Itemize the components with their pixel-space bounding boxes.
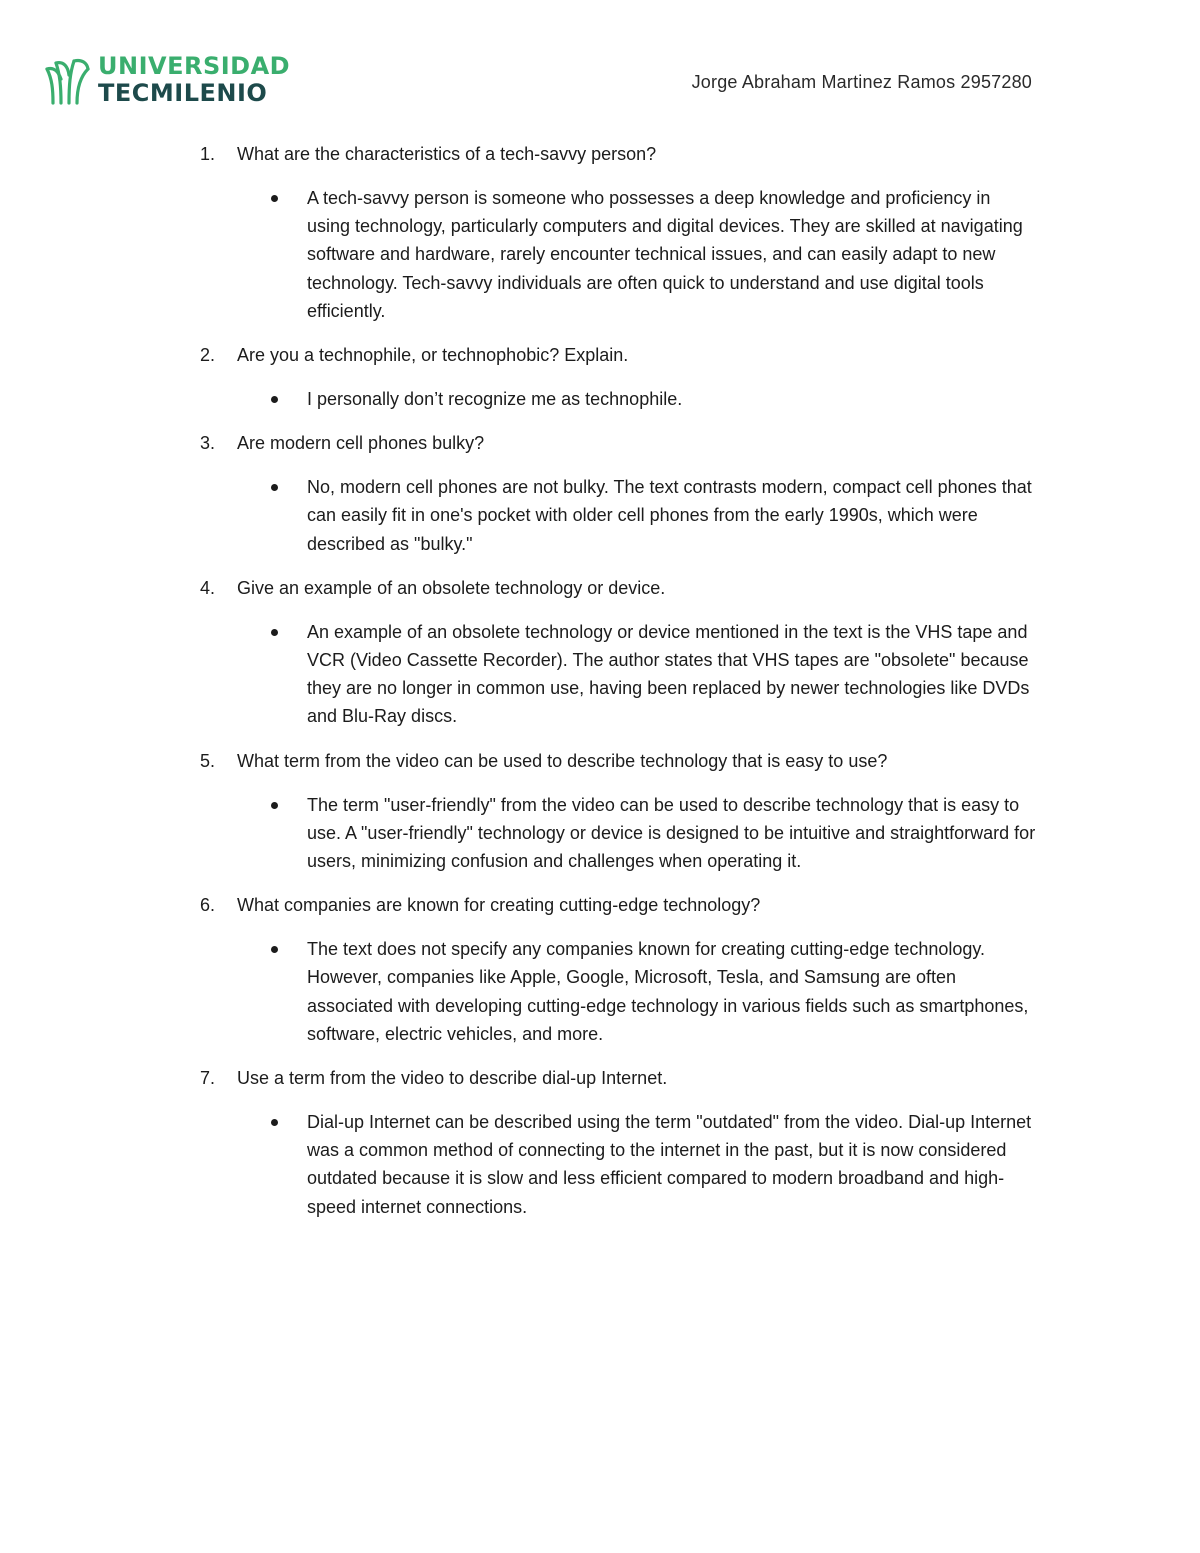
- question-text: What are the characteristics of a tech-savvy person?: [237, 144, 657, 164]
- tecmilenio-leaf-icon: [44, 51, 92, 107]
- logo-wordmark: [98, 51, 291, 107]
- question-item: [200, 341, 1040, 369]
- question-number: 3.: [200, 433, 216, 454]
- bullet-icon: [267, 791, 307, 876]
- answer-text: No, modern cell phones are not bulky. The text contrasts modern, compact cell phones that can easily fit in one's pocket with older cell phones from the early 1990s, which were described as "bulky.": [307, 477, 1032, 554]
- author-name: Jorge Abraham Martinez Ramos 2957280: [691, 72, 1032, 92]
- question-item: [200, 891, 1040, 919]
- question-number: 1.: [200, 144, 216, 164]
- answer-text: The text does not specify any companies known for creating cutting-edge technology. However, companies like Apple, Google, Microsoft, Tesla, and Samsung are often associated with developing cutting-edge technology in various fields such as smartphones, software, electric vehicles, and more.: [307, 939, 1029, 1044]
- answer-text: A tech-savvy person is someone who possesses a deep knowledge and proficiency in using technology, particularly computers and digital devices. They are skilled at navigating software and hardware, rarely encounter technical issues, and can easily adapt to new technology. Tech-savvy individuals are often quick to understand and use digital tools efficiently.: [307, 188, 1023, 321]
- logo-line-tecmilenio: TECMILENIO: [98, 78, 268, 107]
- question-item: [200, 429, 1040, 457]
- question-text: Give an example of an obsolete technology or device.: [237, 577, 666, 598]
- bullet-icon: [267, 1108, 307, 1221]
- bullet-icon: [267, 473, 307, 558]
- question-text: What companies are known for creating cutting-edge technology?: [237, 895, 761, 916]
- answer-text: I personally don’t recognize me as technophile.: [307, 389, 683, 410]
- bullet-icon: [267, 618, 307, 731]
- logo-line-universidad: UNIVERSIDAD: [98, 51, 291, 80]
- question-number: 5.: [200, 750, 216, 771]
- question-text: What term from the video can be used to describe technology that is easy to use?: [237, 750, 888, 771]
- answer-text: Dial-up Internet can be described using the term "outdated" from the video. Dial-up Internet was a common method of connecting to the internet in the past, but it is now considered outdated because it is slow and less efficient compared to modern broadband and high-speed internet connections.: [307, 1112, 1032, 1217]
- answer-item: [200, 935, 1040, 1048]
- question-text: Are you a technophile, or technophobic? Explain.: [237, 345, 629, 366]
- question-number: 4.: [200, 577, 216, 598]
- answer-item: [200, 1108, 1040, 1221]
- question-text: Use a term from the video to describe dial-up Internet.: [237, 1068, 668, 1089]
- question-text: Are modern cell phones bulky?: [237, 433, 485, 454]
- answer-text: An example of an obsolete technology or device mentioned in the text is the VHS tape and VCR (Video Cassette Recorder). The author states that VHS tapes are "obsolete" because they are no longer in common use, having been replaced by newer technologies like DVDs and Blu-Ray discs.: [307, 621, 1030, 727]
- answer-item: [200, 184, 1040, 325]
- answer-text: The term "user-friendly" from the video can be used to describe technology that is easy to use. A "user-friendly" technology or device is designed to be intuitive and straightforward for users, minimizing confusion and challenges when operating it.: [307, 794, 1036, 872]
- answer-item: [200, 473, 1040, 558]
- bullet-icon: [267, 935, 307, 1048]
- question-item: [200, 1064, 1040, 1092]
- question-number: 6.: [200, 895, 216, 916]
- answer-item: [200, 618, 1040, 731]
- question-item: [200, 747, 1040, 775]
- question-item: [200, 574, 1040, 602]
- question-number: 2.: [200, 345, 216, 366]
- questions-list: [200, 140, 1040, 1237]
- university-logo: [44, 40, 291, 118]
- question-item: [200, 140, 1040, 168]
- bullet-icon: [267, 184, 307, 325]
- answer-item: [200, 791, 1040, 876]
- answer-item: [200, 385, 1040, 413]
- question-number: 7.: [200, 1068, 216, 1089]
- bullet-icon: [267, 385, 307, 413]
